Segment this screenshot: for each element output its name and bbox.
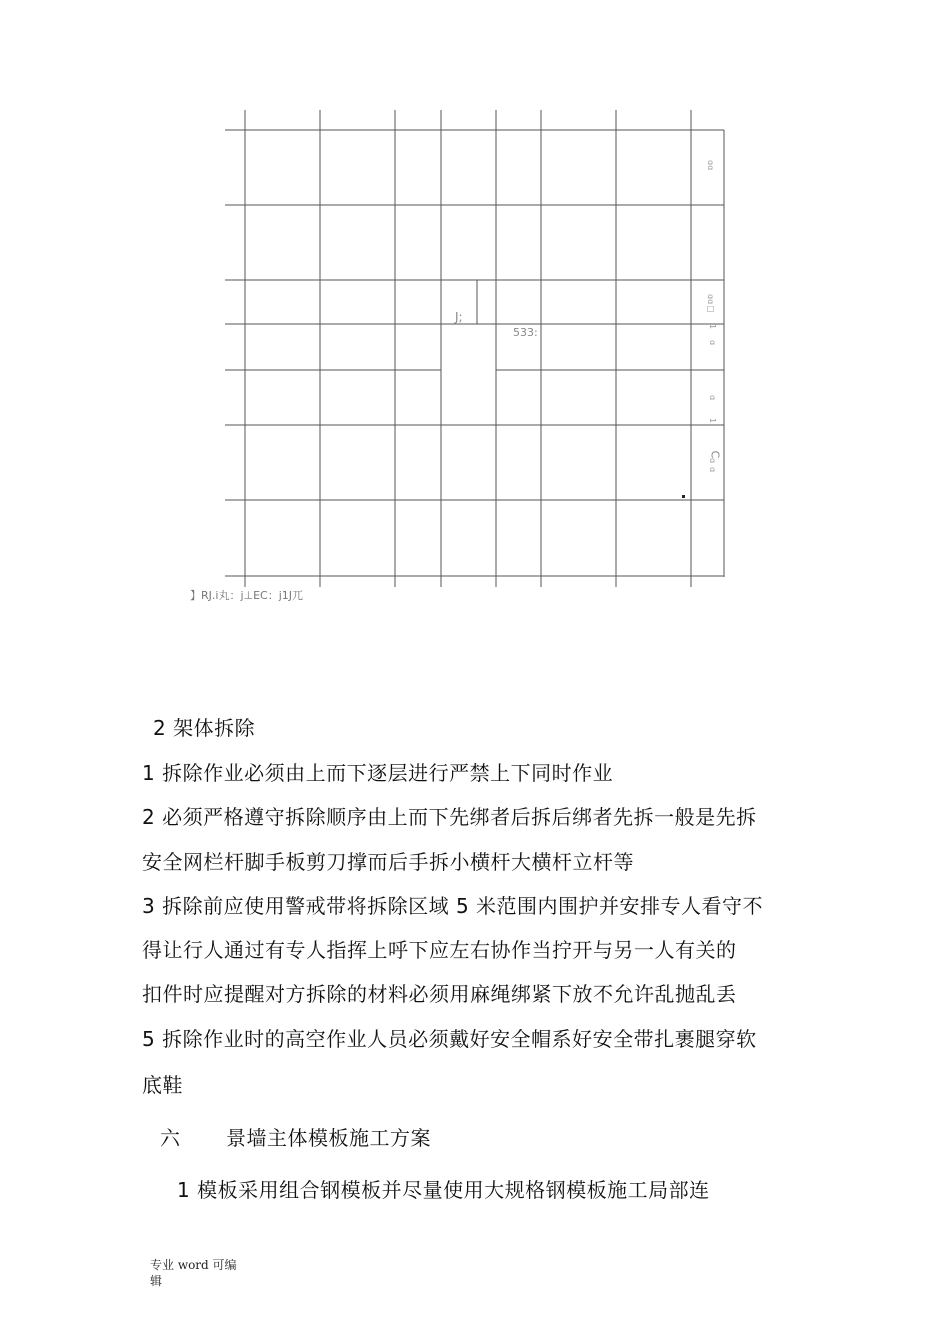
drawing-right-label-7: C bbox=[708, 450, 722, 459]
scaffold-grid-drawing bbox=[0, 0, 950, 620]
drawing-right-label-4: ɑ bbox=[708, 340, 717, 346]
drawing-right-label-5: ɑ bbox=[708, 395, 717, 401]
paragraph-line: 安全网栏杆脚手板剪刀撑而后手拆小横杆大横杆立杆等 bbox=[142, 850, 634, 874]
section-title: 景墙主体模板施工方案 bbox=[226, 1126, 431, 1150]
paragraph-line: 扣件时应提醒对方拆除的材料必须用麻绳绑紧下放不允许乱抛乱丢 bbox=[142, 982, 737, 1006]
section-number: 六 bbox=[160, 1126, 181, 1150]
drawing-right-label-2: ɑɑ□ bbox=[706, 294, 715, 314]
heading-scaffold-removal: 2 架体拆除 bbox=[153, 716, 256, 740]
drawing-right-label-6: 1 bbox=[708, 418, 717, 424]
paragraph-line: 5 拆除作业时的高空作业人员必须戴好安全帽系好安全带扎裹腿穿软 bbox=[142, 1027, 757, 1051]
drawing-right-label-1: ɑɑ bbox=[706, 160, 715, 171]
paragraph-line: 3 拆除前应使用警戒带将拆除区域 5 米范围内围护并安排专人看守不 bbox=[142, 894, 764, 918]
footer-line: 辑 bbox=[150, 1274, 163, 1288]
paragraph-line: 1 拆除作业必须由上而下逐层进行严禁上下同时作业 bbox=[142, 761, 614, 785]
paragraph-line: 2 必须严格遵守拆除顺序由上而下先绑者后拆后绑者先拆一般是先拆 bbox=[142, 805, 757, 829]
paragraph-line: 得让行人通过有专人指挥上呼下应左右协作当拧开与另一人有关的 bbox=[142, 938, 737, 962]
drawing-caption: 】RJ.i丸：j⊥EC：j1J兀 bbox=[190, 589, 304, 602]
drawing-right-label-3: 1 bbox=[708, 324, 717, 330]
drawing-label-j: J; bbox=[455, 310, 463, 324]
page-footer bbox=[150, 1257, 237, 1289]
footer-line: 专业 word 可编 bbox=[150, 1258, 237, 1272]
drawing-right-label-9: ɑ bbox=[708, 467, 717, 473]
drawing-label-533: 533: bbox=[513, 326, 538, 339]
paragraph-line: 1 模板采用组合钢模板并尽量使用大规格钢模板施工局部连 bbox=[177, 1178, 710, 1202]
paragraph-line: 底鞋 bbox=[142, 1073, 183, 1097]
drawing-right-label-8: ɑ bbox=[708, 458, 717, 464]
